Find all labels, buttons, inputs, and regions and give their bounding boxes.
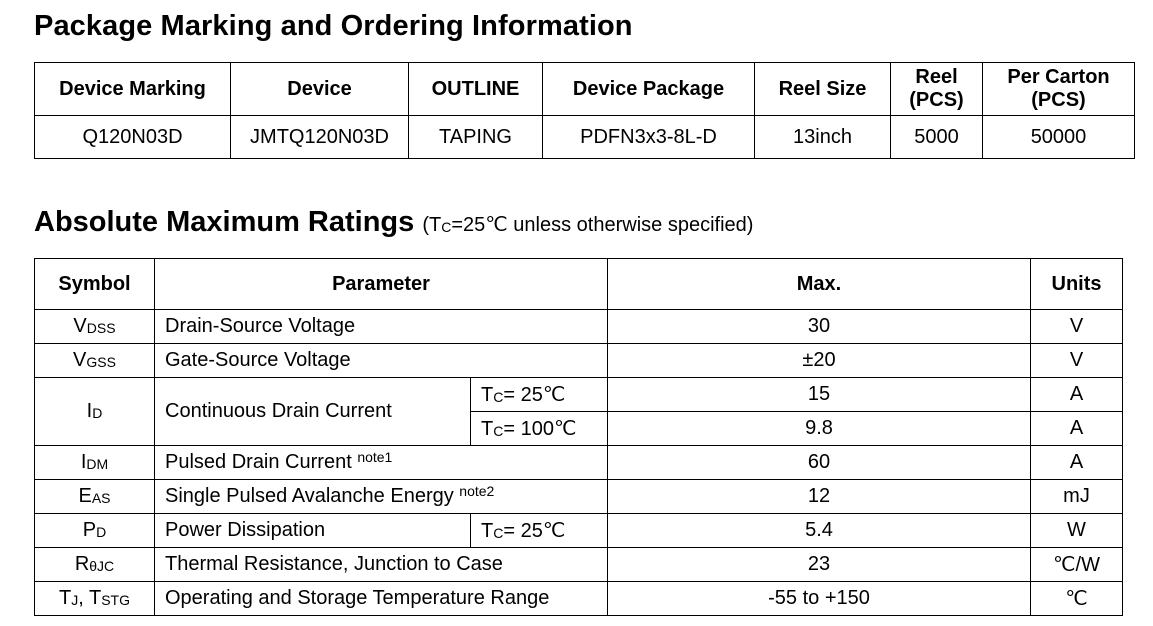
cell-symbol: $P_D$ (35, 514, 155, 548)
cell-symbol: $R_{\theta JC}$ (35, 548, 155, 582)
header-units: Units (1031, 259, 1123, 310)
note-mark: note2 (459, 483, 495, 499)
table-row (35, 310, 1123, 344)
table-row (35, 344, 1123, 378)
cell-max: ±20 (608, 344, 1031, 378)
cell-max: 30 (608, 310, 1031, 344)
cell-device: JMTQ120N03D (231, 116, 409, 159)
cell-device-marking: Q120N03D (35, 116, 231, 159)
header-parameter: Parameter (155, 259, 608, 310)
ratings-title: Absolute Maximum Ratings (34, 206, 415, 238)
cell-symbol: $V_{GSS}$ (35, 344, 155, 378)
ratings-condition: ($T_C=25℃$ unless otherwise specified) (422, 214, 754, 236)
cell-outline: TAPING (409, 116, 543, 159)
cell-max: 15 (608, 378, 1031, 412)
cell-per-carton: 50000 (983, 116, 1135, 159)
header-reel-size: Reel Size (755, 63, 891, 116)
cell-unit: ℃ (1031, 582, 1123, 616)
cell-parameter: Operating and Storage Temperature Range (155, 582, 608, 616)
cell-reel-pcs: 5000 (891, 116, 983, 159)
cell-unit: ℃/W (1031, 548, 1123, 582)
header-max: Max. (608, 259, 1031, 310)
table-row (35, 480, 1123, 514)
cell-symbol: $E_{AS}$ (35, 480, 155, 514)
cell-max: -55 to +150 (608, 582, 1031, 616)
cell-unit: A (1031, 412, 1123, 446)
cell-unit: V (1031, 310, 1123, 344)
table-row (35, 582, 1123, 616)
cell-device-package: PDFN3x3-8L-D (543, 116, 755, 159)
header-symbol: Symbol (35, 259, 155, 310)
header-device: Device (231, 63, 409, 116)
header-per-carton: Per Carton (PCS) (983, 63, 1135, 116)
cell-parameter: Thermal Resistance, Junction to Case (155, 548, 608, 582)
cell-max: 9.8 (608, 412, 1031, 446)
header-reel-pcs: Reel (PCS) (891, 63, 983, 116)
cell-reel-size: 13inch (755, 116, 891, 159)
cell-parameter: Gate-Source Voltage (155, 344, 608, 378)
cell-max: 60 (608, 446, 1031, 480)
cell-symbol: $T_J$, $T_{STG}$ (35, 582, 155, 616)
cell-symbol: $V_{DSS}$ (35, 310, 155, 344)
cell-max: 23 (608, 548, 1031, 582)
table-row (35, 446, 1123, 480)
ordering-table (34, 62, 1135, 159)
header-device-marking: Device Marking (35, 63, 231, 116)
cell-parameter: Single Pulsed Avalanche Energy $^{note2}$ (155, 480, 608, 514)
cell-condition: $T_C=$ 25℃ (471, 378, 608, 412)
cell-max: 12 (608, 480, 1031, 514)
header-outline: OUTLINE (409, 63, 543, 116)
cell-condition: $T_C=$ 25℃ (471, 514, 608, 548)
ratings-table (34, 258, 1123, 616)
ratings-header-row (35, 259, 1123, 310)
ordering-header-row (35, 63, 1135, 116)
note-mark: note1 (357, 449, 393, 465)
table-row (35, 548, 1123, 582)
ordering-title: Package Marking and Ordering Information (34, 10, 633, 42)
cell-unit: A (1031, 446, 1123, 480)
ratings-heading (34, 206, 753, 239)
cell-max: 5.4 (608, 514, 1031, 548)
cell-parameter: Continuous Drain Current (155, 378, 471, 446)
table-row (35, 514, 1123, 548)
cell-unit: mJ (1031, 480, 1123, 514)
header-device-package: Device Package (543, 63, 755, 116)
cell-unit: W (1031, 514, 1123, 548)
table-row (35, 378, 1123, 412)
cell-parameter: Power Dissipation (155, 514, 471, 548)
cell-parameter: Drain-Source Voltage (155, 310, 608, 344)
cell-symbol: $I_{DM}$ (35, 446, 155, 480)
cell-parameter: Pulsed Drain Current $^{note1}$ (155, 446, 608, 480)
table-row (35, 116, 1135, 159)
cell-symbol: $I_D$ (35, 378, 155, 446)
cell-unit: A (1031, 378, 1123, 412)
cell-unit: V (1031, 344, 1123, 378)
cell-condition: $T_C=$ 100℃ (471, 412, 608, 446)
